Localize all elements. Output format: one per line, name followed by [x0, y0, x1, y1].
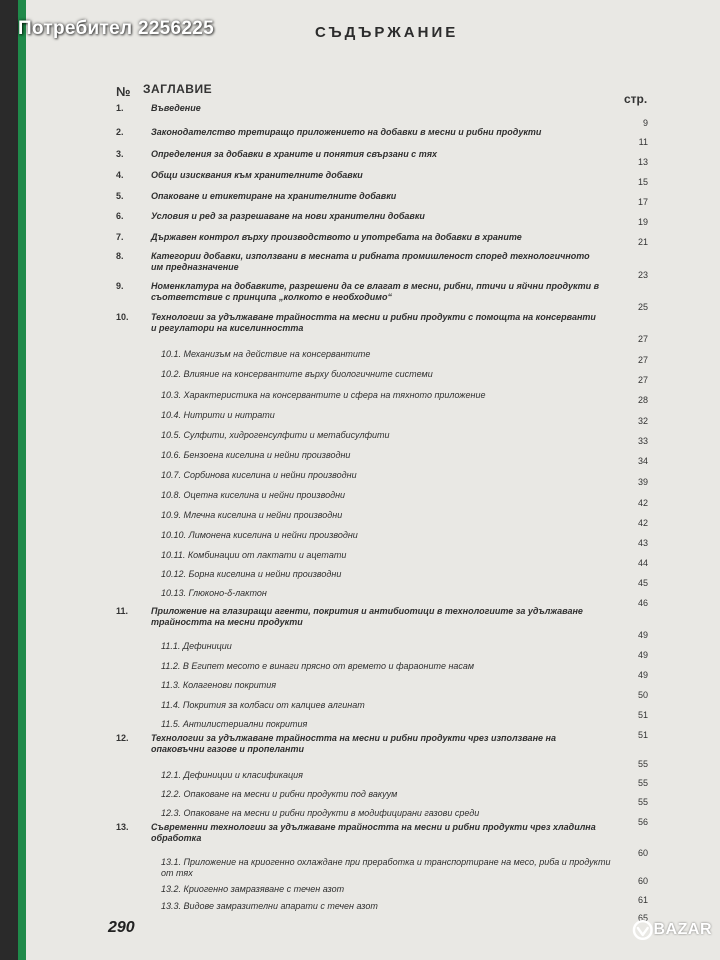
entry-page: 42	[637, 498, 648, 508]
entry-page: 39	[637, 477, 648, 487]
entry-number: 3.	[116, 149, 124, 159]
entry-page: 60	[637, 876, 648, 886]
entry-title: 10.7. Сорбинова киселина и нейни производни	[161, 470, 357, 480]
entry-page: 55	[637, 778, 648, 788]
entry-page: 49	[637, 670, 648, 680]
entry-page: 51	[637, 710, 648, 720]
entry-page: 50	[637, 690, 648, 700]
entry-title: 13.1. Приложение на криогенно охлаждане при преработка и транспортиране на месо, риба и продукти от тях	[161, 857, 611, 878]
entry-title: 10.2. Влияние на консервантите върху биологичните системи	[161, 369, 433, 379]
green-spine-edge	[18, 0, 26, 960]
entry-title: 10.5. Сулфити, хидрогенсулфити и метабисулфити	[161, 430, 390, 440]
entry-title: Въведение	[151, 103, 201, 113]
column-header-page: стр.	[624, 92, 648, 106]
entry-title: Държавен контрол върху производството и употребата на добавки в храните	[151, 232, 522, 242]
entry-title: Общи изисквания към хранителните добавки	[151, 170, 363, 180]
entry-number: 4.	[116, 170, 124, 180]
entry-page: 28	[637, 395, 648, 405]
entry-title: 13.2. Криогенно замразяване с течен азот	[161, 884, 345, 894]
entry-page: 42	[637, 518, 648, 528]
entry-page: 9	[642, 118, 648, 128]
seller-watermark: Потребител 2256225	[18, 18, 215, 39]
logo-mark-icon	[632, 919, 654, 941]
entry-title: 11.4. Покрития за колбаси от калциев алгинат	[161, 700, 365, 710]
entry-page: 65	[637, 913, 648, 923]
entry-page: 15	[637, 177, 648, 187]
book-page	[18, 0, 720, 960]
entry-number: 11.	[116, 606, 129, 616]
page-title: СЪДЪРЖАНИЕ	[315, 24, 459, 41]
entry-page: 27	[637, 375, 648, 385]
entry-number: 8.	[116, 251, 124, 261]
entry-page: 45	[637, 578, 648, 588]
entry-page: 33	[637, 436, 648, 446]
column-header-number: №	[116, 84, 131, 99]
entry-page: 21	[637, 237, 648, 247]
entry-page: 25	[637, 302, 648, 312]
entry-page: 43	[637, 538, 648, 548]
entry-title: 11.3. Колагенови покрития	[161, 680, 277, 690]
entry-title: 10.1. Механизъм на действие на консервантите	[161, 349, 371, 359]
entry-page: 60	[637, 848, 648, 858]
page-number: 290	[108, 919, 135, 936]
entry-title: 11.1. Дефиниции	[161, 641, 232, 651]
entry-page: 13	[637, 157, 648, 167]
entry-title: Номенклатура на добавките, разрешени да се влагат в месни, рибни, птичи и яйчни продукти в съответствие с принципа „колкото е необходимо“	[151, 281, 600, 302]
entry-page: 34	[637, 456, 648, 466]
entry-page: 27	[637, 334, 648, 344]
entry-number: 5.	[116, 191, 124, 201]
entry-title: 10.12. Борна киселина и нейни производни	[161, 569, 342, 579]
entry-page: 32	[637, 416, 648, 426]
bazar-logo	[632, 912, 712, 948]
entry-number: 1.	[116, 103, 124, 113]
entry-title: 10.8. Оцетна киселина и нейни производни	[161, 490, 346, 500]
entry-number: 6.	[116, 211, 124, 221]
entry-number: 10.	[116, 312, 129, 322]
entry-title: Технологии за удължаване трайността на месни и рибни продукти с помощта на консерванти и регулатори на киселинността	[151, 312, 596, 333]
entry-title: 10.9. Млечна киселина и нейни производни	[161, 510, 343, 520]
entry-page: 27	[637, 355, 648, 365]
entry-title: 10.11. Комбинации от лактати и ацетати	[161, 550, 347, 560]
entry-page: 19	[637, 217, 648, 227]
entry-page: 56	[637, 817, 648, 827]
entry-number: 7.	[116, 232, 124, 242]
entry-title: 11.5. Антилистериални покрития	[161, 719, 308, 729]
entry-page: 17	[637, 197, 648, 207]
entry-page: 46	[637, 598, 648, 608]
entry-page: 11	[638, 137, 648, 147]
entry-title: Технологии за удължаване трайността на месни и рибни продукти чрез използване на опаковъчни газове и пропеланти	[151, 733, 556, 754]
logo-text: BAZAR	[653, 921, 712, 938]
entry-title: Категории добавки, използвани в месната и рибната промишленост според технологичното им предназначение	[151, 251, 590, 272]
entry-title: 10.6. Бензоена киселина и нейни производни	[161, 450, 351, 460]
entry-page: 49	[637, 630, 648, 640]
entry-title: 11.2. В Египет месото е винаги прясно от времето и фараоните насам	[161, 661, 475, 671]
entry-title: 10.3. Характеристика на консервантите и сфера на тяхното приложение	[161, 390, 486, 400]
entry-page: 55	[637, 797, 648, 807]
entry-title: 10.10. Лимонена киселина и нейни производни	[161, 530, 358, 540]
entry-title: 13.3. Видове замразителни апарати с течен азот	[161, 901, 378, 911]
column-header-title: ЗАГЛАВИЕ	[143, 82, 213, 96]
entry-page: 49	[637, 650, 648, 660]
entry-page: 61	[637, 895, 648, 905]
entry-page: 55	[637, 759, 648, 769]
entry-page: 51	[637, 730, 648, 740]
entry-title: 12.1. Дефиниции и класификация	[161, 770, 303, 780]
entry-page: 23	[637, 270, 648, 280]
entry-title: Приложение на глазиращи агенти, покрития и антибиотици в технологиите за удължаване трайността на месни продукти	[151, 606, 583, 627]
entry-title: 12.2. Опаковане на месни и рибни продукти под вакуум	[161, 789, 398, 799]
entry-number: 9.	[116, 281, 124, 291]
entry-page: 44	[637, 558, 648, 568]
entry-title: Определения за добавки в храните и понятия свързани с тях	[151, 149, 438, 159]
entry-number: 12.	[116, 733, 129, 743]
entry-number: 13.	[116, 822, 129, 832]
entry-title: 10.4. Нитрити и нитрати	[161, 410, 275, 420]
entry-title: Законодателство третиращо приложението на добавки в месни и рибни продукти	[151, 127, 542, 137]
entry-number: 2.	[116, 127, 124, 137]
entry-title: Съвременни технологии за удължаване трайността на месни и рибни продукти чрез хладилна обработка	[151, 822, 596, 843]
entry-title: 12.3. Опаковане на месни и рибни продукти в модифицирани газови среди	[161, 808, 480, 818]
entry-title: Условия и ред за разрешаване на нови хранителни добавки	[151, 211, 425, 221]
entry-title: Опаковане и етикетиране на хранителните добавки	[151, 191, 397, 201]
entry-title: 10.13. Глюконо-δ-лактон	[161, 588, 267, 598]
